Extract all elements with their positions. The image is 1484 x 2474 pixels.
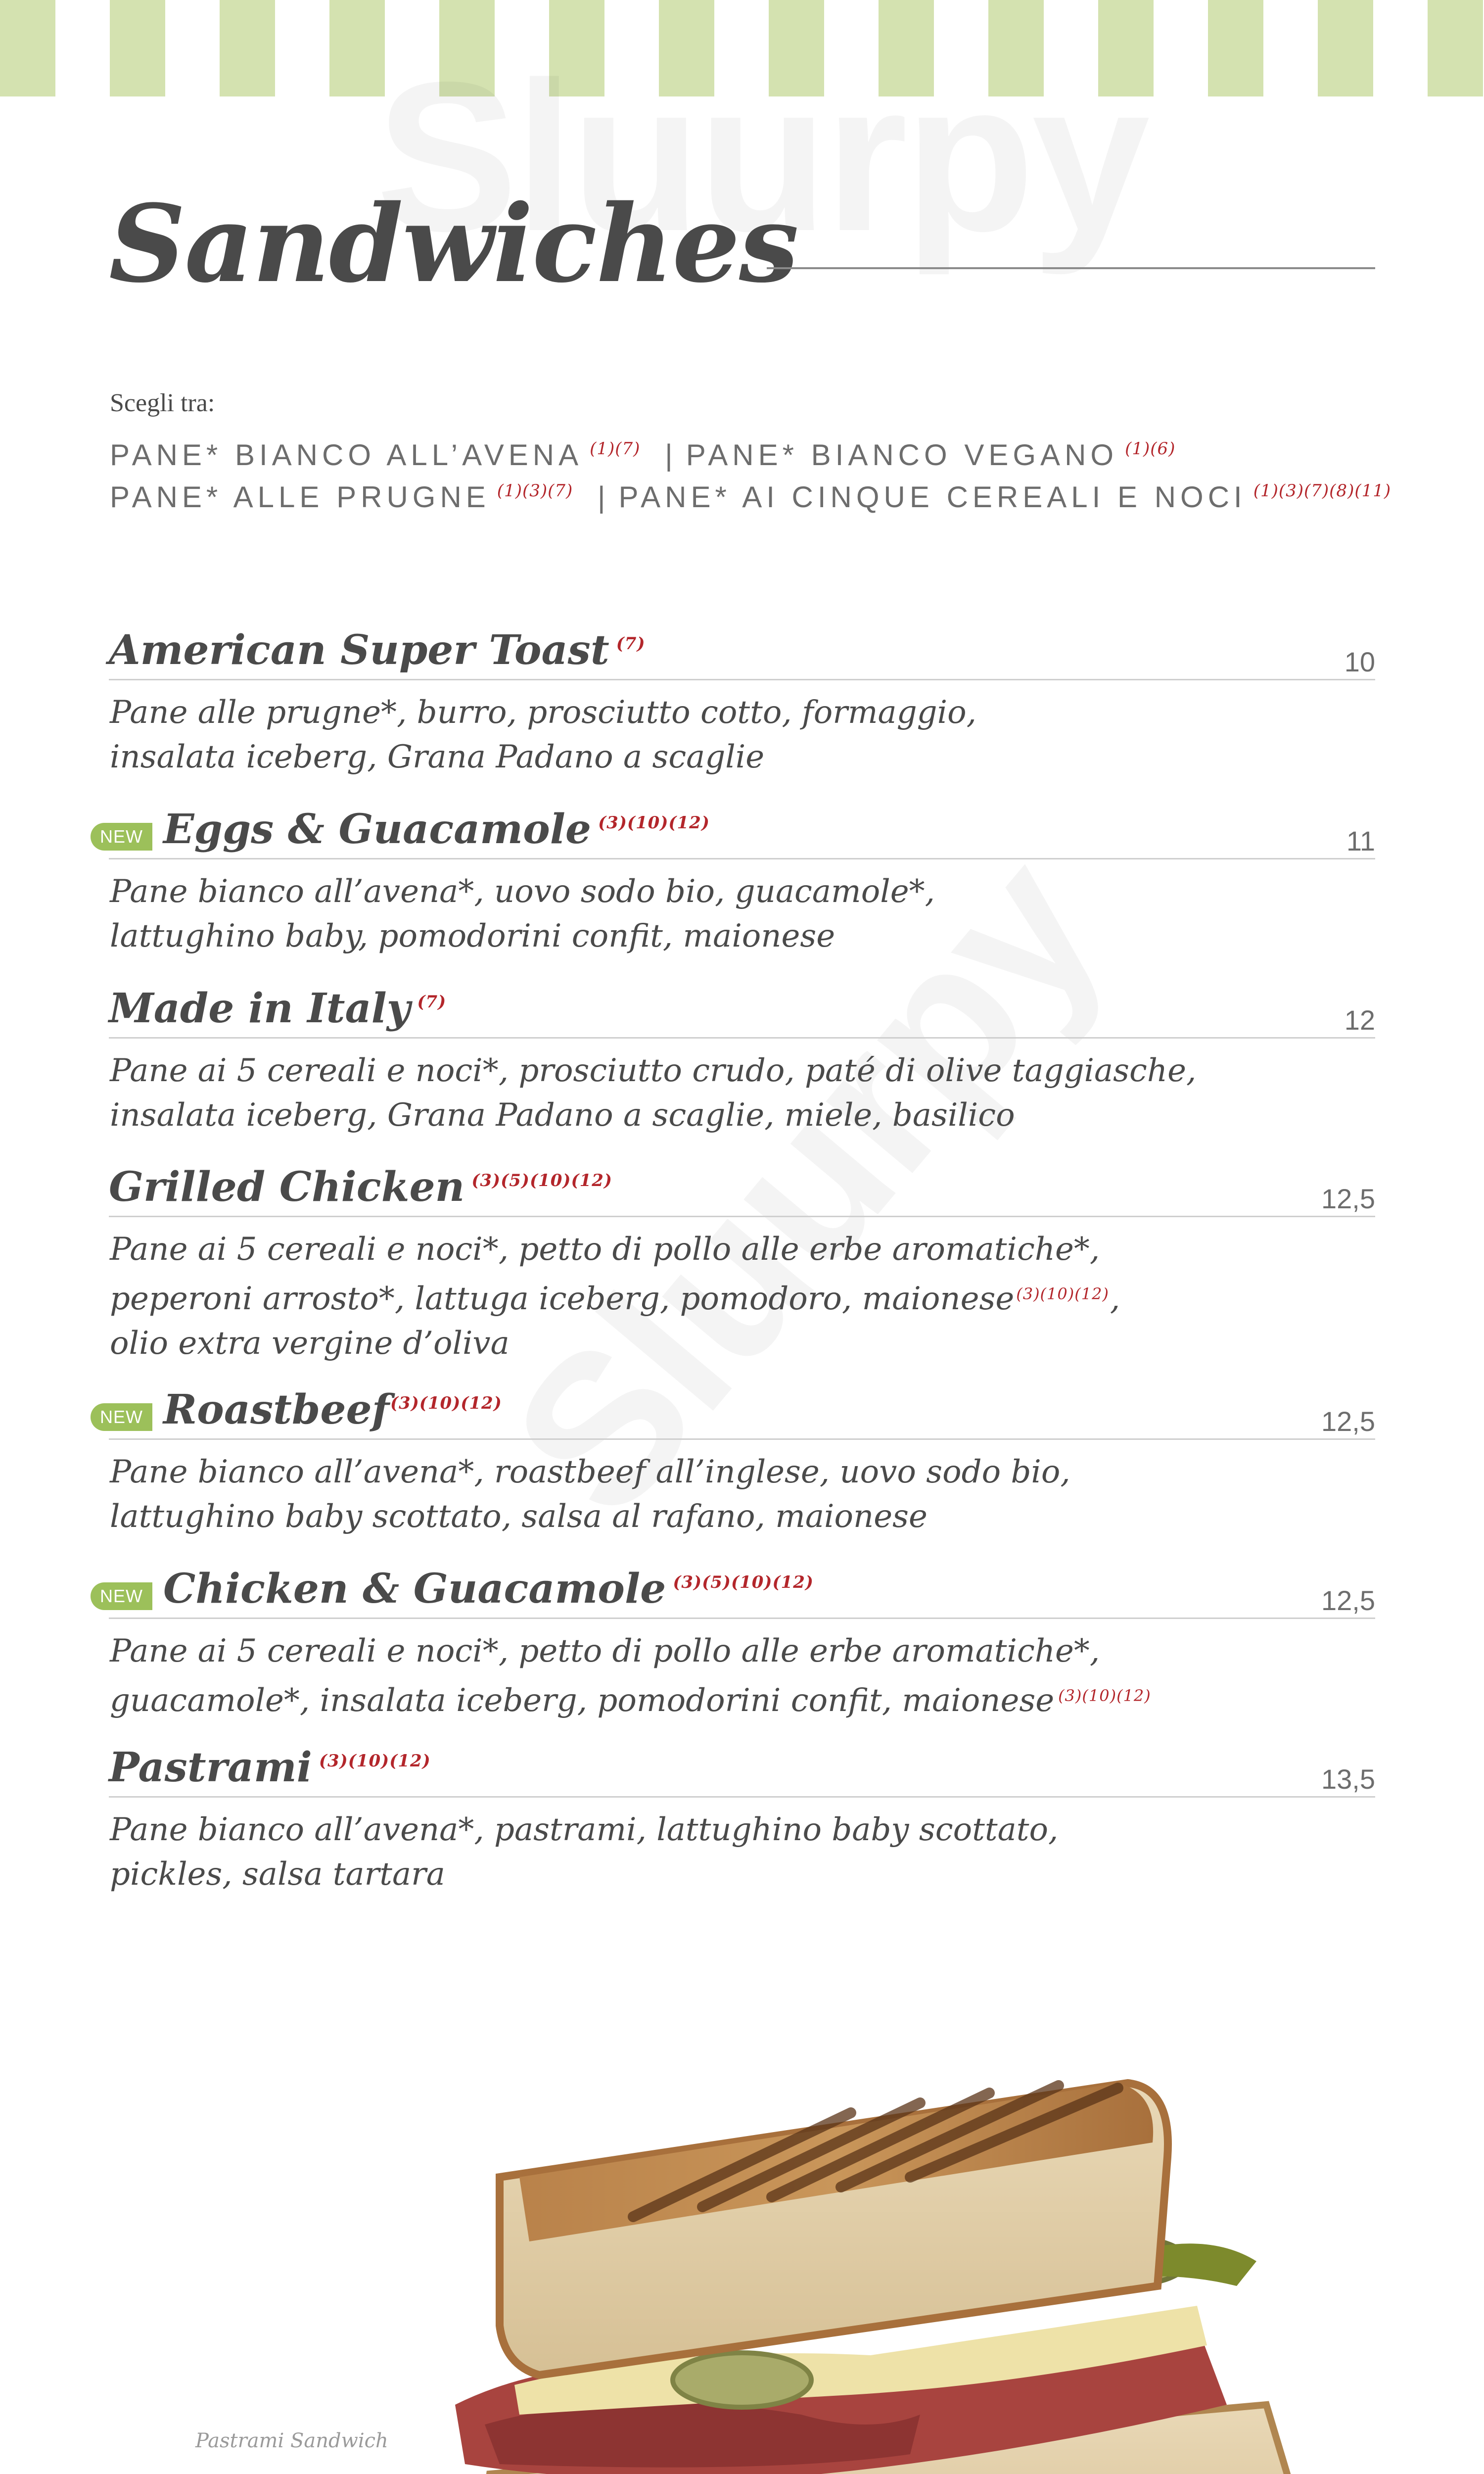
menu-item-description xyxy=(110,690,1248,779)
description-allergens: (3)(10)(12) xyxy=(1058,1686,1151,1705)
menu-item-name: Chicken & Guacamole $^{(3)(5)(10)(12)}$ xyxy=(163,1565,814,1613)
menu-item-description xyxy=(110,1048,1248,1138)
photo-caption: Pastrami Sandwich xyxy=(195,2429,388,2452)
new-badge: NEW xyxy=(91,823,152,851)
menu-item-name: American Super Toast $^{(7)}$ xyxy=(109,626,646,674)
menu-item-name: Pastrami $^{(3)(10)(12)}$ xyxy=(109,1744,431,1791)
menu-item-eggs-guacamole xyxy=(0,805,1484,954)
description-line: insalata iceberg, Grana Padano a scaglie xyxy=(110,739,765,775)
menu-item-allergens: (3)(5)(10)(12) xyxy=(673,1572,814,1592)
menu-item-description xyxy=(110,1629,1248,1723)
menu-item-description xyxy=(110,1227,1248,1366)
menu-item-description xyxy=(110,1450,1248,1539)
menu-item-name: Made in Italy $^{(7)}$ xyxy=(109,985,447,1032)
menu-item-pastrami xyxy=(0,1743,1484,1893)
menu-item-divider xyxy=(109,858,1375,859)
description-line: Pane alle prugne*, burro, prosciutto cotto, formaggio, xyxy=(110,694,976,731)
menu-item-divider xyxy=(109,1618,1375,1619)
bread-options-line-2 xyxy=(110,480,1391,514)
menu-item-name: Eggs & Guacamole $^{(3)(10)(12)}$ xyxy=(163,806,710,853)
menu-item-chicken-guacamole xyxy=(0,1565,1484,1719)
menu-item-header xyxy=(0,626,1484,680)
bread-option-name: PANE* BIANCO VEGANO xyxy=(686,438,1118,472)
menu-item-description xyxy=(110,869,1248,958)
menu-item-price: 12,5 xyxy=(1321,1183,1375,1214)
menu-item-price: 13,5 xyxy=(1321,1763,1375,1795)
bread-option-name: PANE* ALLE PRUGNE xyxy=(110,480,490,514)
description-allergens: (3)(10)(12) xyxy=(1016,1285,1109,1303)
menu-item-description xyxy=(110,1808,1248,1897)
menu-item-header xyxy=(0,1743,1484,1798)
description-line: insalata iceberg, Grana Padano a scaglie, miele, basilico xyxy=(110,1097,1015,1134)
menu-item-allergens: (3)(10)(12) xyxy=(390,1393,502,1413)
pickle-slice xyxy=(673,2353,811,2407)
menu-item-header xyxy=(0,1163,1484,1217)
menu-item-allergens: (7) xyxy=(616,634,646,654)
menu-item-allergens: (7) xyxy=(417,992,447,1012)
menu-item-price: 12,5 xyxy=(1321,1406,1375,1437)
bread-option-allergens: (1)(6) xyxy=(1125,439,1176,459)
description-line: Pane bianco all’avena*, uovo sodo bio, guacamole*, xyxy=(110,873,935,910)
bread-option-allergens: (1)(3)(7)(8)(11) xyxy=(1253,481,1391,501)
menu-item-american-super-toast xyxy=(0,626,1484,775)
menu-item-price: 12,5 xyxy=(1321,1585,1375,1616)
menu-item-allergens: (3)(10)(12) xyxy=(319,1751,431,1771)
menu-item-name: Roastbeef$^{(3)(10)(12)}$ xyxy=(163,1386,502,1433)
menu-item-price: 11 xyxy=(1346,825,1375,856)
new-badge: NEW xyxy=(91,1403,152,1431)
bread-option-allergens: (1)(7) xyxy=(590,439,641,459)
menu-item-made-in-italy xyxy=(0,984,1484,1134)
menu-item-price: 10 xyxy=(1344,646,1375,677)
bread-separator: | xyxy=(665,438,677,472)
description-line: guacamole*, insalata iceberg, pomodorini confit, maionese $^{(3)(10)(12)}$ xyxy=(110,1682,1151,1719)
description-line: olio extra vergine d’oliva xyxy=(110,1325,510,1362)
bread-option-name: PANE* BIANCO ALL’AVENA xyxy=(110,438,583,472)
description-line: lattughino baby, pomodorini confit, maionese xyxy=(110,918,835,954)
description-line: Pane bianco all’avena*, roastbeef all’inglese, uovo sodo bio, xyxy=(110,1454,1070,1490)
description-line: Pane ai 5 cereali e noci*, petto di pollo alle erbe aromatiche*, xyxy=(110,1231,1100,1268)
description-line: lattughino baby scottato, salsa al rafano, maionese xyxy=(110,1498,928,1535)
bread-option-allergens: (1)(3)(7) xyxy=(497,481,573,501)
description-line: Pane ai 5 cereali e noci*, petto di pollo alle erbe aromatiche*, xyxy=(110,1633,1100,1669)
menu-item-divider xyxy=(109,1216,1375,1217)
menu-item-divider xyxy=(109,1438,1375,1440)
title-divider xyxy=(767,267,1375,269)
menu-item-divider xyxy=(109,679,1375,680)
menu-item-divider xyxy=(109,1796,1375,1798)
description-line: Pane bianco all’avena*, pastrami, lattughino baby scottato, xyxy=(110,1811,1059,1848)
bread-separator: | xyxy=(597,480,610,514)
menu-item-allergens: (3)(10)(12) xyxy=(598,813,710,833)
menu-item-header xyxy=(0,1565,1484,1619)
description-line: Pane ai 5 cereali e noci*, prosciutto crudo, paté di olive taggiasche, xyxy=(110,1052,1197,1089)
bread-choice-label: Scegli tra: xyxy=(110,389,215,417)
menu-item-grilled-chicken xyxy=(0,1163,1484,1362)
page-title: Sandwiches xyxy=(109,181,798,306)
bread-options-line-1 xyxy=(110,438,1175,472)
new-badge: NEW xyxy=(91,1582,152,1610)
pastrami-sandwich-photo xyxy=(425,2029,1345,2474)
menu-item-name: Grilled Chicken $^{(3)(5)(10)(12)}$ xyxy=(109,1163,612,1211)
menu-item-header xyxy=(0,805,1484,859)
menu-item-allergens: (3)(5)(10)(12) xyxy=(471,1171,612,1190)
menu-item-price: 12 xyxy=(1344,1004,1375,1036)
menu-item-header xyxy=(0,984,1484,1039)
description-line: pickles, salsa tartara xyxy=(110,1856,445,1893)
bread-option-name: PANE* AI CINQUE CEREALI E NOCI xyxy=(618,480,1247,514)
description-line: peperoni arrosto*, lattuga iceberg, pomodoro, maionese $^{(3)(10)(12)}$, xyxy=(110,1281,1120,1317)
menu-item-divider xyxy=(109,1037,1375,1039)
menu-item-roastbeef xyxy=(0,1385,1484,1535)
menu-item-header xyxy=(0,1385,1484,1440)
